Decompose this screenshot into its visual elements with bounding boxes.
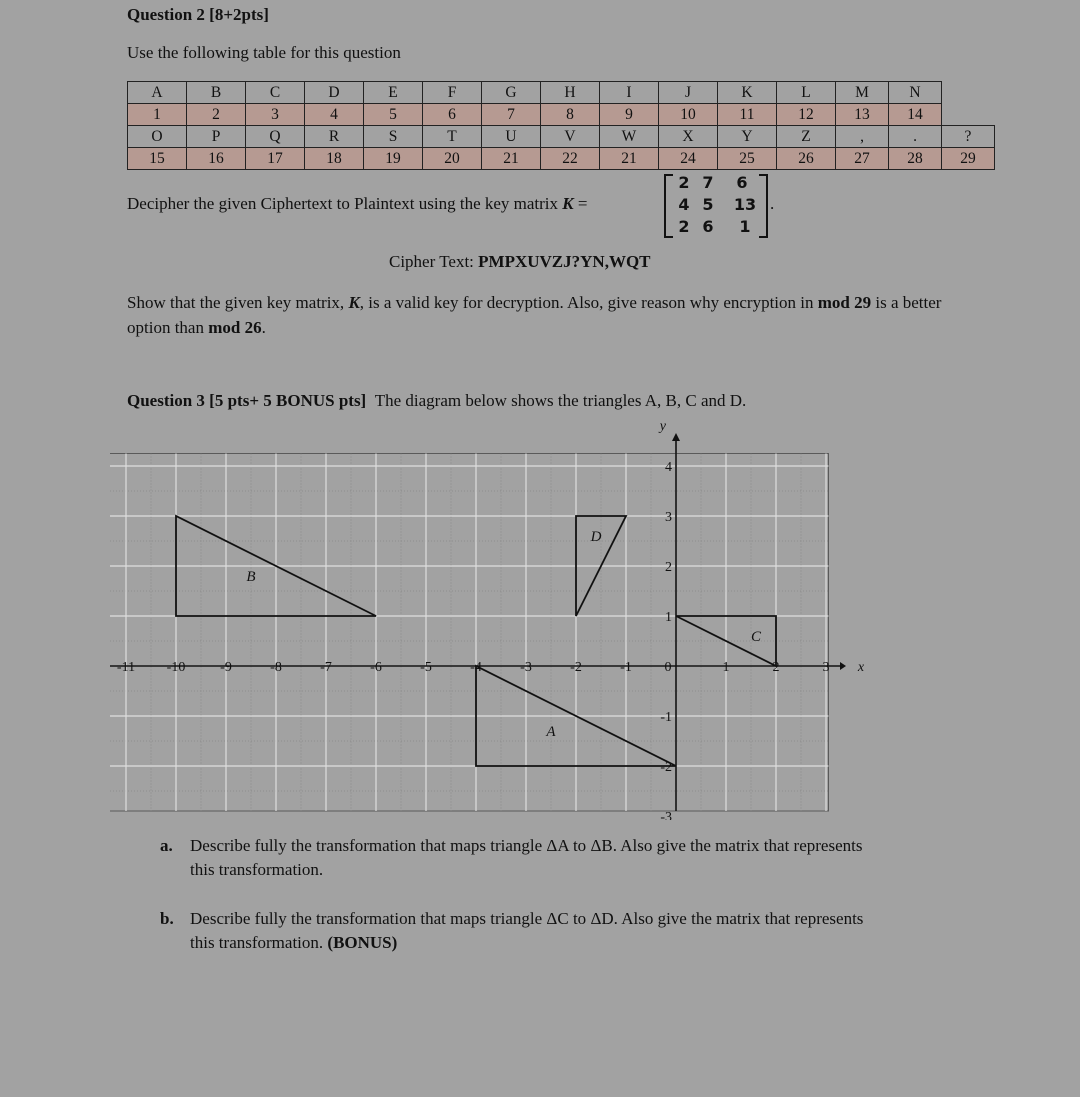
table-cell: 27 — [836, 148, 889, 170]
table-cell: E — [364, 82, 423, 104]
table-cell: 21 — [482, 148, 541, 170]
question-2-intro: Use the following table for this question — [127, 43, 401, 62]
table-cell: S — [364, 126, 423, 148]
table-cell: J — [659, 82, 718, 104]
y-tick-label: -3 — [660, 810, 672, 820]
decipher-instruction: Decipher the given Ciphertext to Plaintext using the key matrix K = — [127, 194, 588, 213]
table-cell: C — [246, 82, 305, 104]
table-cell: 4 — [305, 104, 364, 126]
matrix-cell: 4 — [678, 195, 690, 214]
table-cell: F — [423, 82, 482, 104]
x-tick-label: -3 — [520, 660, 532, 675]
triangle-label-c: C — [750, 629, 762, 645]
table-cell: 25 — [718, 148, 777, 170]
table-cell: 24 — [659, 148, 718, 170]
table-empty-cell — [942, 82, 995, 104]
table-cell: 9 — [600, 104, 659, 126]
table-cell: U — [482, 126, 541, 148]
y-tick-label: 4 — [665, 460, 672, 475]
y-tick-label: 3 — [665, 510, 672, 525]
x-tick-label: -10 — [166, 660, 186, 675]
table-cell: 19 — [364, 148, 423, 170]
table-cell: Q — [246, 126, 305, 148]
table-cell: 5 — [364, 104, 423, 126]
x-tick-label: -4 — [470, 660, 482, 675]
table-cell: L — [777, 82, 836, 104]
matrix-cell: 5 — [702, 195, 714, 214]
grid-border — [110, 454, 829, 812]
question-2-task: Show that the given key matrix, K, is a valid key for decryption. Also, give reason why encryption in mod 29 is a better option than mod 26. — [127, 293, 942, 337]
table-cell: D — [305, 82, 364, 104]
table-cell: 22 — [541, 148, 600, 170]
table-cell: G — [482, 82, 541, 104]
table-cell: V — [541, 126, 600, 148]
table-empty-cell — [942, 104, 995, 126]
matrix-cell: 6 — [736, 173, 748, 192]
table-cell: K — [718, 82, 777, 104]
x-tick-label: -6 — [370, 660, 382, 675]
table-cell: 13 — [836, 104, 889, 126]
table-cell: N — [889, 82, 942, 104]
matrix-cell: 7 — [702, 173, 714, 192]
y-tick-label: 2 — [665, 560, 672, 575]
y-tick-label: -2 — [660, 760, 672, 775]
table-cell: 10 — [659, 104, 718, 126]
table-cell: W — [600, 126, 659, 148]
y-tick-label: 1 — [665, 610, 672, 625]
table-cell: 1 — [128, 104, 187, 126]
triangle-label-a: A — [546, 724, 556, 740]
table-cell: ? — [942, 126, 995, 148]
cipher-alphabet-table — [127, 81, 995, 170]
matrix-cell: 2 — [678, 217, 690, 236]
x-axis-label: x — [857, 660, 865, 675]
matrix-right-bracket — [759, 174, 768, 238]
x-tick-label: 0 — [664, 660, 672, 675]
x-tick-label: -9 — [220, 660, 232, 675]
x-tick-label: -5 — [420, 660, 432, 675]
x-tick-label: -11 — [116, 660, 136, 675]
cipher-text-line: Cipher Text: PMPXUVZJ?YN,WQT — [389, 252, 651, 271]
table-cell: 26 — [777, 148, 836, 170]
table-cell: 11 — [718, 104, 777, 126]
table-cell: I — [600, 82, 659, 104]
table-cell: 29 — [942, 148, 995, 170]
table-cell: Z — [777, 126, 836, 148]
table-cell: 7 — [482, 104, 541, 126]
triangle-label-d: D — [590, 529, 602, 545]
table-cell: 16 — [187, 148, 246, 170]
table-row — [128, 82, 995, 104]
y-tick-label: -1 — [660, 710, 672, 725]
matrix-cell: 2 — [678, 173, 690, 192]
table-row — [128, 126, 995, 148]
x-tick-label: -2 — [570, 660, 582, 675]
x-axis-arrow — [840, 662, 846, 670]
table-cell: 20 — [423, 148, 482, 170]
cipher-text-value: PMPXUVZJ?YN,WQT — [478, 252, 651, 271]
x-tick-label: 1 — [722, 660, 730, 675]
table-cell: 12 — [777, 104, 836, 126]
table-cell: 8 — [541, 104, 600, 126]
table-cell: T — [423, 126, 482, 148]
question-3a: a. Describe fully the transformation that maps triangle ΔA to ΔB. Also give the matrix that represents this transformation. — [160, 836, 863, 879]
table-cell: Y — [718, 126, 777, 148]
matrix-cell: 1 — [739, 217, 751, 236]
table-cell: M — [836, 82, 889, 104]
table-row — [128, 104, 995, 126]
x-tick-label: -7 — [320, 660, 332, 675]
question-2-title: Question 2 [8+2pts] — [127, 5, 269, 24]
table-cell: B — [187, 82, 246, 104]
table-cell: 21 — [600, 148, 659, 170]
table-cell: O — [128, 126, 187, 148]
table-cell: R — [305, 126, 364, 148]
table-cell: 14 — [889, 104, 942, 126]
x-tick-label: 2 — [772, 660, 780, 675]
table-cell: H — [541, 82, 600, 104]
table-cell: . — [889, 126, 942, 148]
matrix-period: . — [770, 194, 775, 213]
question-3-title: Question 3 [5 pts+ 5 BONUS pts] The diagram below shows the triangles A, B, C and D. — [127, 391, 747, 410]
table-cell: P — [187, 126, 246, 148]
table-cell: 3 — [246, 104, 305, 126]
table-cell: A — [128, 82, 187, 104]
x-tick-label: 3 — [822, 660, 830, 675]
y-axis-label: y — [659, 420, 666, 434]
table-cell: , — [836, 126, 889, 148]
table-cell: X — [659, 126, 718, 148]
table-row — [128, 148, 995, 170]
y-axis-arrow — [672, 433, 680, 441]
key-matrix — [664, 172, 768, 236]
x-tick-label: -1 — [620, 660, 632, 675]
coordinate-grid-diagram — [110, 420, 870, 820]
table-cell: 15 — [128, 148, 187, 170]
triangle-label-b: B — [246, 569, 256, 585]
table-cell: 28 — [889, 148, 942, 170]
matrix-cell: 13 — [733, 195, 757, 214]
table-cell: 18 — [305, 148, 364, 170]
x-tick-label: -8 — [270, 660, 282, 675]
matrix-cell: 6 — [702, 217, 714, 236]
table-cell: 17 — [246, 148, 305, 170]
table-cell: 6 — [423, 104, 482, 126]
table-cell: 2 — [187, 104, 246, 126]
question-3b: b. Describe fully the transformation that maps triangle ΔC to ΔD. Also give the matrix that represents this transformation. (BONUS) — [160, 909, 864, 952]
